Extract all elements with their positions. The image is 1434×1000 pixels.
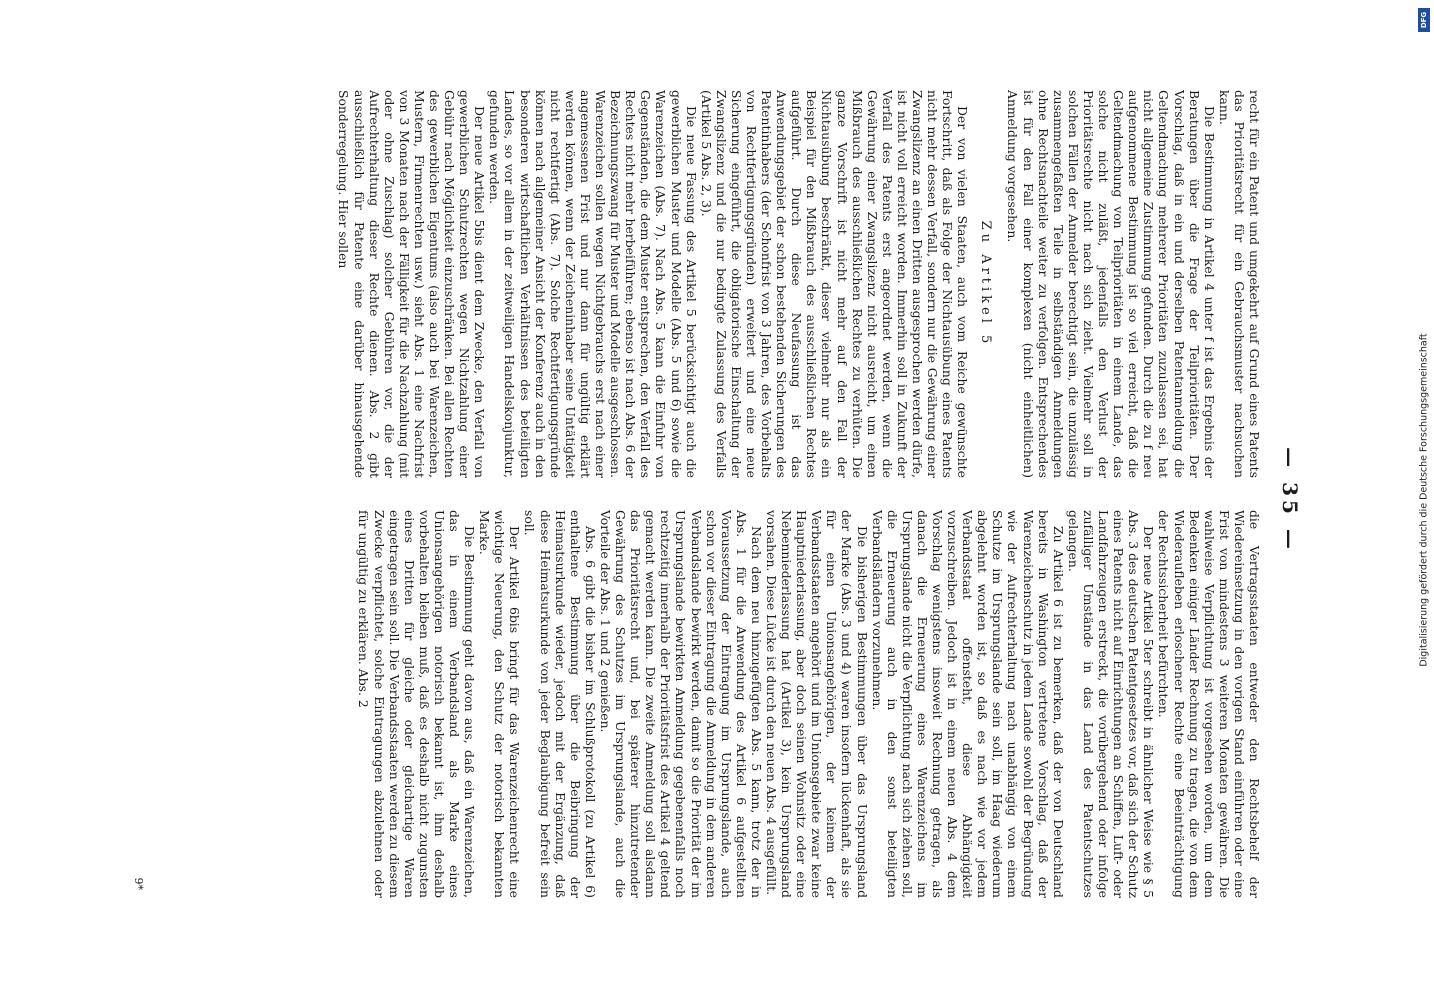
dfg-logo-text: DFG: [1420, 11, 1428, 29]
paragraph: die Vertragsstaaten entweder den Rechtsbehelf der Wiedereinsetzung in den vorigen Stand einführen oder eine Frist von mindestens 3 weiteren Monaten gewähren. Die wahlweise Verpflichtung ist vorgesehen worden, um dem Bedenken einiger Länder Rechnung zu tragen, die von dem Wiederaufleben erloschener Rechte eine Beeinträchtigung der Rechtssicherheit befürchten.: [1156, 510, 1262, 898]
paragraph: Die neue Fassung des Artikel 5 berücksichtigt auch die gewerblichen Muster und Modelle (Abs. 5 und 6) sowie die Warenzeichen (Abs. 7). Nach Abs. 5 kann die Einfuhr von Gegenständen, die dem Muster entsprechen, den Verfall des Rechtes nicht mehr herbeiführen; ebenso ist nach Abs. 6 der Bezeichnungszwang für Muster und Modelle ausgeschlossen. Warenzeichen sollen wegen Nichtgebrauchs erst nach einer angemessenen Frist und nur dann für ungültig erklärt werden können, wenn der Zeicheninhaber seine Untätigkeit nicht rechtfertigt (Abs. 7). Solche Rechtfertigungsgründe können nach allgemeiner Ansicht der Konferenz auch in den besonderen wirtschaftlichen Verhältnissen des beteiligten Landes, so vor allem in der zeitweiligen Handelskonjunktur, gefunden werden.: [487, 90, 699, 478]
paragraph: Zu Artikel 6 ist zu bemerken, daß der von Deutschland bereits in Washington vertretene Vorschlag, daß der Warenzeichenschutz in jedem Lande sowohl der Begründung wie der Aufrechterhaltung nach unabhängig von einem Schutze im Ursprungslande sein soll, im Haag wiederum abgelehnt worden ist, so daß es nach wie vor jedem Verbandsstaat offensteht, diese Abhängigkeit vorzuschreiben. Jedoch ist in einem neuen Abs. 4 dem Vorschlag wenigstens insoweit Rechnung getragen, als danach die Erneuerung eines Warenzeichens im Ursprungslande nicht die Verpflichtung nach sich ziehen soll, die Erneuerung auch in den sonst beteiligten Verbandsländern vorzunehmen.: [869, 510, 1066, 898]
paragraph: Der Artikel 6bis bringt für das Warenzeichenrecht eine wichtige Neuerung, den Schutz der notorisch bekannten Marke.: [477, 510, 523, 898]
left-column: [152, 90, 1262, 478]
page-number-header: — 35 —: [1278, 447, 1302, 553]
paragraph: Der neue Artikel 5bis dient dem Zwecke, den Verfall von gewerblichen Schutzrechten wegen Nichtzahlung einer Gebühr nach Möglichkeit einzuschränken. Bei allen Rechten des gewerblichen Eigentums (also auch bei Warenzeichen, Mustern, Firmenrechten usw.) sieht Abs. 1 eine Nachfrist von 3 Monaten nach der Fälligkeit für die Nachzahlung (mit oder ohne Zuschlag) solcher Gebühren vor, die der Aufrechterhaltung dieser Rechte dienen. Abs. 2 gibt ausschließlich für Patente eine darüber hinausgehende Sonderregelung. Hier sollen: [336, 90, 488, 478]
paragraph: Abs. 6 gibt die bisher im Schlußprotokoll (zu Artikel 6) enthaltene Bestimmung über die Beibringung der Heimatsurkunde wieder, jedoch mit der Ergänzung, daß diese Heimatsurkunde von jeder Beglaubigung befreit sein soll.: [522, 510, 598, 898]
paragraph: Die bisherigen Bestimmungen über das Ursprungsland der Marke (Abs. 3 und 4) waren insofern lückenhaft, als sie für einen Unionsangehörigen, der keinem der Verbandsstaaten angehört und im Unionsgebiete zwar keine Hauptniederlassung, aber doch seinen Wohnsitz oder eine Nebenniederlassung hat (Artikel 3), kein Ursprungsland vorsahen. Diese Lücke ist durch den neuen Abs. 4 ausgefüllt.: [764, 510, 870, 898]
paragraph: Der neue Artikel 5ter schreibt in ähnlicher Weise wie § 5 Abs. 3 des deutschen Patentgesetzes vor, daß sich der Schutz eines Patents nicht auf Einrichtungen an Schiffen, Luft- oder Landfahrzeugen erstreckt, die vorübergehend oder infolge zufälliger Umstände in das Land des Patentschutzes gelangen.: [1065, 510, 1157, 898]
digitization-credit: [1418, 8, 1430, 992]
signature-mark: 9*: [132, 877, 145, 890]
credit-text: Digitalisierung gefördert durch die Deutsche Forschungsgemeinschaft: [1418, 333, 1430, 667]
paragraph: recht für ein Patent und umgekehrt auf Grund eines Patents das Prioritätsrecht für ein Gebrauchsmuster nachsuchen kann.: [1216, 90, 1262, 478]
paragraph: Der von vielen Staaten, auch vom Reiche gewünschte Fortschritt, daß als Folge der Nichtausübung eines Patents nicht mehr dessen Verfall, sondern nur die Gewährung einer Zwangslizenz an einen Dritten ausgesprochen werden dürfe, ist nicht voll erreicht worden. Immerhin soll in Zukunft der Verfall des Patents erst angeordnet werden, wenn die Gewährung einer Zwangslizenz nicht ausreicht, um einen Mißbrauch des ausschließlichen Rechtes zu verhüten. Die ganze Vorschrift ist nicht mehr auf den Fall der Nichtausübung beschränkt, dieser vielmehr nur als ein Beispiel für den Mißbrauch des ausschließlichen Rechtes aufgeführt. Durch diese Neufassung ist das Anwendungsgebiet der schon bestehenden Sicherungen des Patentinhabers (der Schonfrist von 3 Jahren, des Vorbehalts von Rechtfertigungsgründen) erweitert und eine neue Sicherung eingeführt, die obligatorische Einschaltung der Zwangslizenz und die nur bedingte Zulassung des Verfalls (Artikel 5 Abs. 2, 3).: [698, 90, 971, 478]
right-column: [152, 510, 1262, 898]
paragraph: Nach dem neu hinzugefügten Abs. 5 kann, trotz der in Abs. 1 für die Anwendung des Artikel 6 aufgestellten Voraussetzung der Eintragung im Ursprungslande, auch schon vor dieser Eintragung die Anmeldung in dem anderen Verbandslande bewirkt werden, damit so die Priorität der im Ursprungslande bewirkten Anmeldung gegebenenfalls noch rechtzeitig innerhalb der Prioritätsfrist des Artikel 4 geltend gemacht werden kann. Die zweite Anmeldung soll alsdann das Prioritätsrecht und, bei späterer hinzutretender Gewährung des Schutzes im Ursprungslande, auch die Vorteile der Abs. 1 und 2 genießen.: [597, 510, 764, 898]
paragraph: Die Bestimmung geht davon aus, daß ein Warenzeichen, das in einem Verbandsland als Marke eines Unionsangehörigen notorisch bekannt ist, ihm deshalb vorbehalten bleiben muß, daß es deshalb nicht zugunsten eines Dritten für gleiche oder gleichartige Waren eingetragen sein soll. Die Verbandsstaaten werden zu diesem Zwecke verpflichtet, solche Eintragungen abzulehnen oder für ungültig zu erklären. Abs. 2: [356, 510, 478, 898]
document-page: [132, 90, 1302, 910]
paragraph: Die Bestimmung in Artikel 4 unter f ist das Ergebnis der Beratungen über die Frage der Teilprioritäten. Der Vorschlag, daß in ein und derselben Patentanmeldung die Geltendmachung mehrerer Prioritäten zuzulassen sei, hat nicht allgemeine Zustimmung gefunden. Durch die zu f neu aufgenommene Bestimmung ist so viel erreicht, daß die Geltendmachung von Teilprioritäten in einem Lande, das solche nicht zuläßt, jedenfalls den Verlust der Prioritätsrechte nicht nach sich zieht. Vielmehr soll in solchen Fällen der Anmelder berechtigt sein, die unzulässig zusammengefaßten Teile in selbständigen Anmeldungen ohne Rechtsnachteile weiter zu verfolgen. Entsprechendes ist für den Fall einer komplexen (nicht einheitlichen) Anmeldung vorgesehen.: [1005, 90, 1217, 478]
dfg-logo: [1418, 8, 1430, 32]
section-heading: Zu Artikel 5: [978, 220, 994, 348]
